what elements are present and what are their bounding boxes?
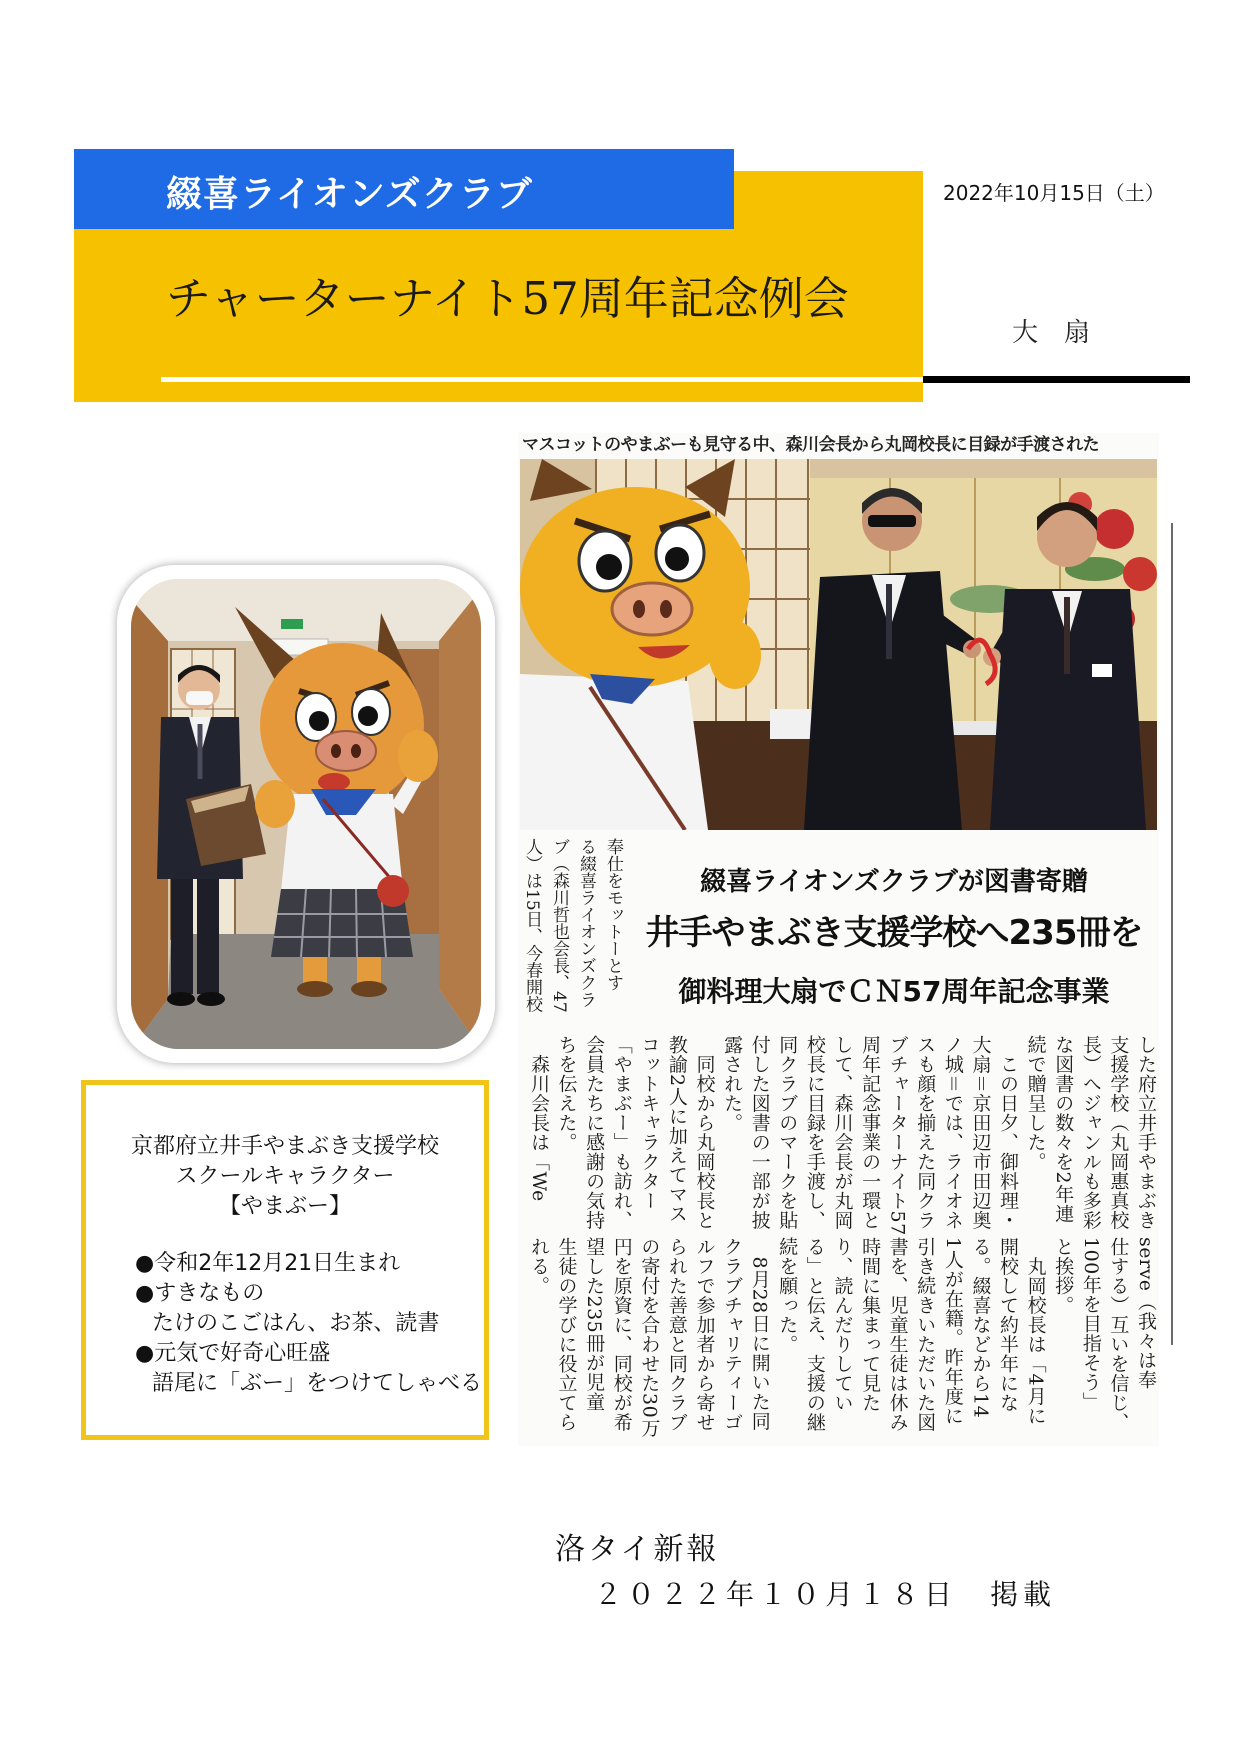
article-column: 支援学校（丸岡惠真校 xyxy=(1107,1035,1130,1230)
article-column: と挨拶。 xyxy=(1052,1237,1075,1315)
profile-fact: たけのこごはん、お茶、読書 xyxy=(152,1311,440,1336)
article-column: 生徒の学びに役立てら xyxy=(555,1237,578,1432)
headline-block xyxy=(636,853,1152,1028)
profile-school: 京都府立井手やまぶき支援学校 xyxy=(130,1134,439,1159)
profile-fact: ●元気で好奇心旺盛 xyxy=(135,1341,331,1366)
article-column: 教諭2人に加えてマス xyxy=(665,1035,688,1224)
article-column: ちを伝えた。 xyxy=(555,1035,578,1152)
profile-fact: ●令和2年12月21日生まれ xyxy=(135,1251,401,1276)
article-column: 周年記念事業の一環と xyxy=(859,1035,882,1230)
article-column: 続で贈呈した。 xyxy=(1024,1035,1047,1172)
article-column: 同校から丸岡校長と xyxy=(693,1035,716,1230)
hallway-photo xyxy=(131,579,481,1049)
article-column: 仕する）互いを信じ、 xyxy=(1107,1237,1130,1432)
article-lead xyxy=(518,838,626,1028)
profile-facts xyxy=(135,1249,483,1399)
article-column: ブチャーターナイト57 xyxy=(886,1035,909,1236)
article-column: 1人が在籍。昨年度に xyxy=(941,1237,964,1426)
article-column: ルフで参加者から寄せ xyxy=(693,1237,716,1432)
article-column: この日夕、御料理・ xyxy=(997,1035,1020,1230)
article-column: ノ城＝では、ライオネ xyxy=(941,1035,964,1231)
article-column: スも顔を揃えた同クラ xyxy=(914,1035,937,1230)
article-column: る綴喜ライオンズクラ xyxy=(576,838,596,1008)
article-column: した府立井手やまぶき xyxy=(1135,1035,1157,1230)
article-column: 露された。 xyxy=(721,1035,744,1133)
article-column: 開校して約半年にな xyxy=(997,1237,1020,1413)
article-column: 森川会長は「We xyxy=(527,1035,550,1202)
article-column: して、森川会長が丸岡 xyxy=(831,1035,854,1230)
article-column: 時間に集まって見た xyxy=(859,1237,882,1413)
exit-sign xyxy=(281,619,303,629)
article-column: 同クラブのマークを貼 xyxy=(776,1035,799,1230)
headline-main: 井手やまぶき支援学校へ235冊を xyxy=(645,913,1143,953)
article-body-lower xyxy=(523,1237,1159,1437)
article-column: 望した235冊が児童 xyxy=(583,1237,606,1412)
article-column: ブ（森川哲也会長、47 xyxy=(549,838,569,1013)
article-column: り、読んだりしてい xyxy=(831,1237,854,1413)
article-column: る」と伝え、支援の継 xyxy=(803,1237,826,1432)
article-column: 書を、児童生徒は休み xyxy=(886,1237,909,1432)
profile-fact: ●すきなもの xyxy=(135,1281,265,1306)
article-column: 付した図書の一部が披 xyxy=(748,1035,771,1230)
headline-deck: 御料理大扇でＣＮ57周年記念事業 xyxy=(678,975,1110,1008)
profile-role: スクールキャラクター xyxy=(175,1164,395,1189)
clipping-side-rule xyxy=(1171,523,1173,1345)
article-column: な図書の数々を2年連 xyxy=(1052,1035,1075,1224)
article-column: 校長に目録を手渡し、 xyxy=(803,1035,826,1230)
article-column: る。綴喜などから14 xyxy=(969,1237,992,1419)
venue-name: 大 扇 xyxy=(1012,318,1091,348)
ceremony-photo xyxy=(520,459,1157,830)
banner-underline xyxy=(161,377,923,382)
publication-name: 洛タイ新報 xyxy=(555,1532,720,1567)
headline-sub: 綴喜ライオンズクラブが図書寄贈 xyxy=(700,867,1088,897)
event-date: 2022年10月15日（土） xyxy=(943,181,1165,205)
newspaper-clipping xyxy=(518,433,1159,1446)
profile-fact: 語尾に「ぶー」をつけてしゃべる xyxy=(152,1371,483,1396)
article-column: 会員たちに感謝の気持 xyxy=(583,1035,606,1230)
mascot-photo-frame xyxy=(117,565,495,1063)
article-column: 100年を目指そう」 xyxy=(1079,1237,1102,1412)
article-body-upper xyxy=(523,1035,1159,1235)
event-title: チャーターナイト57周年記念例会 xyxy=(166,272,849,325)
mascot-profile-box xyxy=(81,1080,489,1440)
article-column: 大扇＝京田辺市田辺奥 xyxy=(969,1035,992,1231)
article-column: れる。 xyxy=(527,1237,550,1296)
article-column: られた善意と同クラブ xyxy=(665,1237,688,1432)
article-column: serve（我々は奉 xyxy=(1135,1237,1157,1390)
article-column: 引き続きいただいた図 xyxy=(914,1237,937,1432)
article-column: 続を願った。 xyxy=(776,1237,799,1354)
profile-mascot-name: 【やまぶー】 xyxy=(218,1194,351,1219)
article-column: コットキャラクター xyxy=(638,1035,661,1211)
article-column: 8月28日に開いた同 xyxy=(748,1237,771,1431)
article-column: 人）は15日、今春開校 xyxy=(522,838,542,1013)
photo-caption: マスコットのやまぶーも見守る中、森川会長から丸岡校長に目録が手渡された xyxy=(522,435,1100,455)
article-column: 奉仕をモットーとす xyxy=(603,838,623,991)
publication-date: ２０２２年１０月１８日 掲載 xyxy=(594,1578,1057,1611)
article-column: 「やまぶー」も訪れ、 xyxy=(610,1035,633,1230)
header-rule xyxy=(923,376,1190,383)
club-name: 綴喜ライオンズクラブ xyxy=(166,174,533,215)
article-column: の寄付を合わせた30万 xyxy=(638,1237,661,1438)
article-column: クラブチャリティーゴ xyxy=(721,1237,744,1432)
mascot-photo xyxy=(131,579,481,1049)
article-column: 円を原資に、同校が希 xyxy=(610,1237,633,1432)
article-column: 丸岡校長は「4月に xyxy=(1024,1237,1047,1426)
article-column: 長）へジャンルも多彩 xyxy=(1079,1035,1102,1230)
